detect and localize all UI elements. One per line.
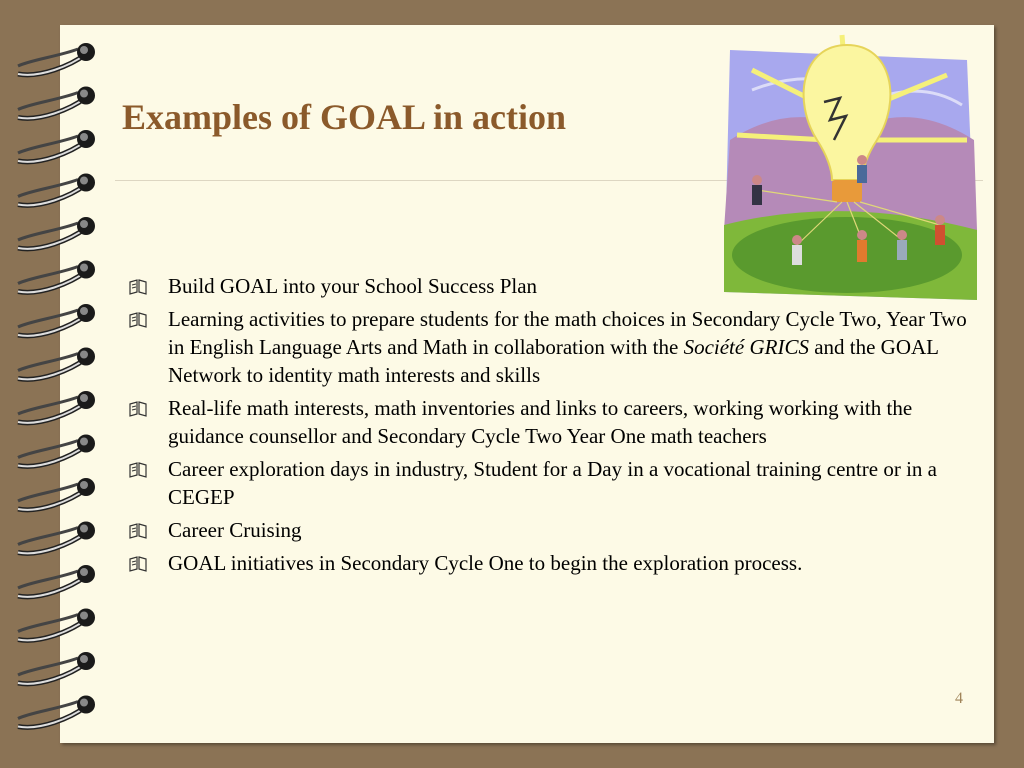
- bullet-text: Learning activities to prepare students for the math choices in Secondary Cycle Two, Year Two in English Language Arts and Math in collaboration with the: [168, 307, 967, 359]
- page-number: 4: [955, 690, 963, 707]
- bullet-text-after: and the GOAL Network to identity math interests and skills: [168, 335, 939, 387]
- bullet-text: GOAL initiatives in Secondary Cycle One to begin the exploration process.: [168, 551, 803, 575]
- bullet-item: [128, 455, 978, 511]
- book-bullet-icon: [128, 523, 148, 539]
- spiral-binding: [0, 0, 110, 768]
- bullet-text: Build GOAL into your School Success Plan: [168, 274, 538, 298]
- bullet-text: Career Cruising: [168, 518, 302, 542]
- bullet-item: [128, 394, 978, 450]
- bullet-item: [128, 272, 978, 300]
- book-bullet-icon: [128, 279, 148, 295]
- book-bullet-icon: [128, 556, 148, 572]
- bullet-text: Career exploration days in industry, Student for a Day in a vocational training centre or in a CEGEP: [168, 457, 937, 509]
- book-bullet-icon: [128, 312, 148, 328]
- bullet-item: [128, 305, 978, 389]
- lightbulb-balloon-illustration: [712, 30, 982, 305]
- slide-title: Examples of GOAL in action: [122, 97, 567, 137]
- book-bullet-icon: [128, 401, 148, 417]
- bullet-text: Real-life math interests, math inventories and links to careers, working working with the guidance counsellor and Secondary Cycle Two Year One math teachers: [168, 396, 913, 448]
- bullet-item: [128, 549, 978, 577]
- bullet-list: [128, 272, 978, 582]
- bullet-item: [128, 516, 978, 544]
- book-bullet-icon: [128, 462, 148, 478]
- bullet-text-italic: Société GRICS: [683, 335, 809, 359]
